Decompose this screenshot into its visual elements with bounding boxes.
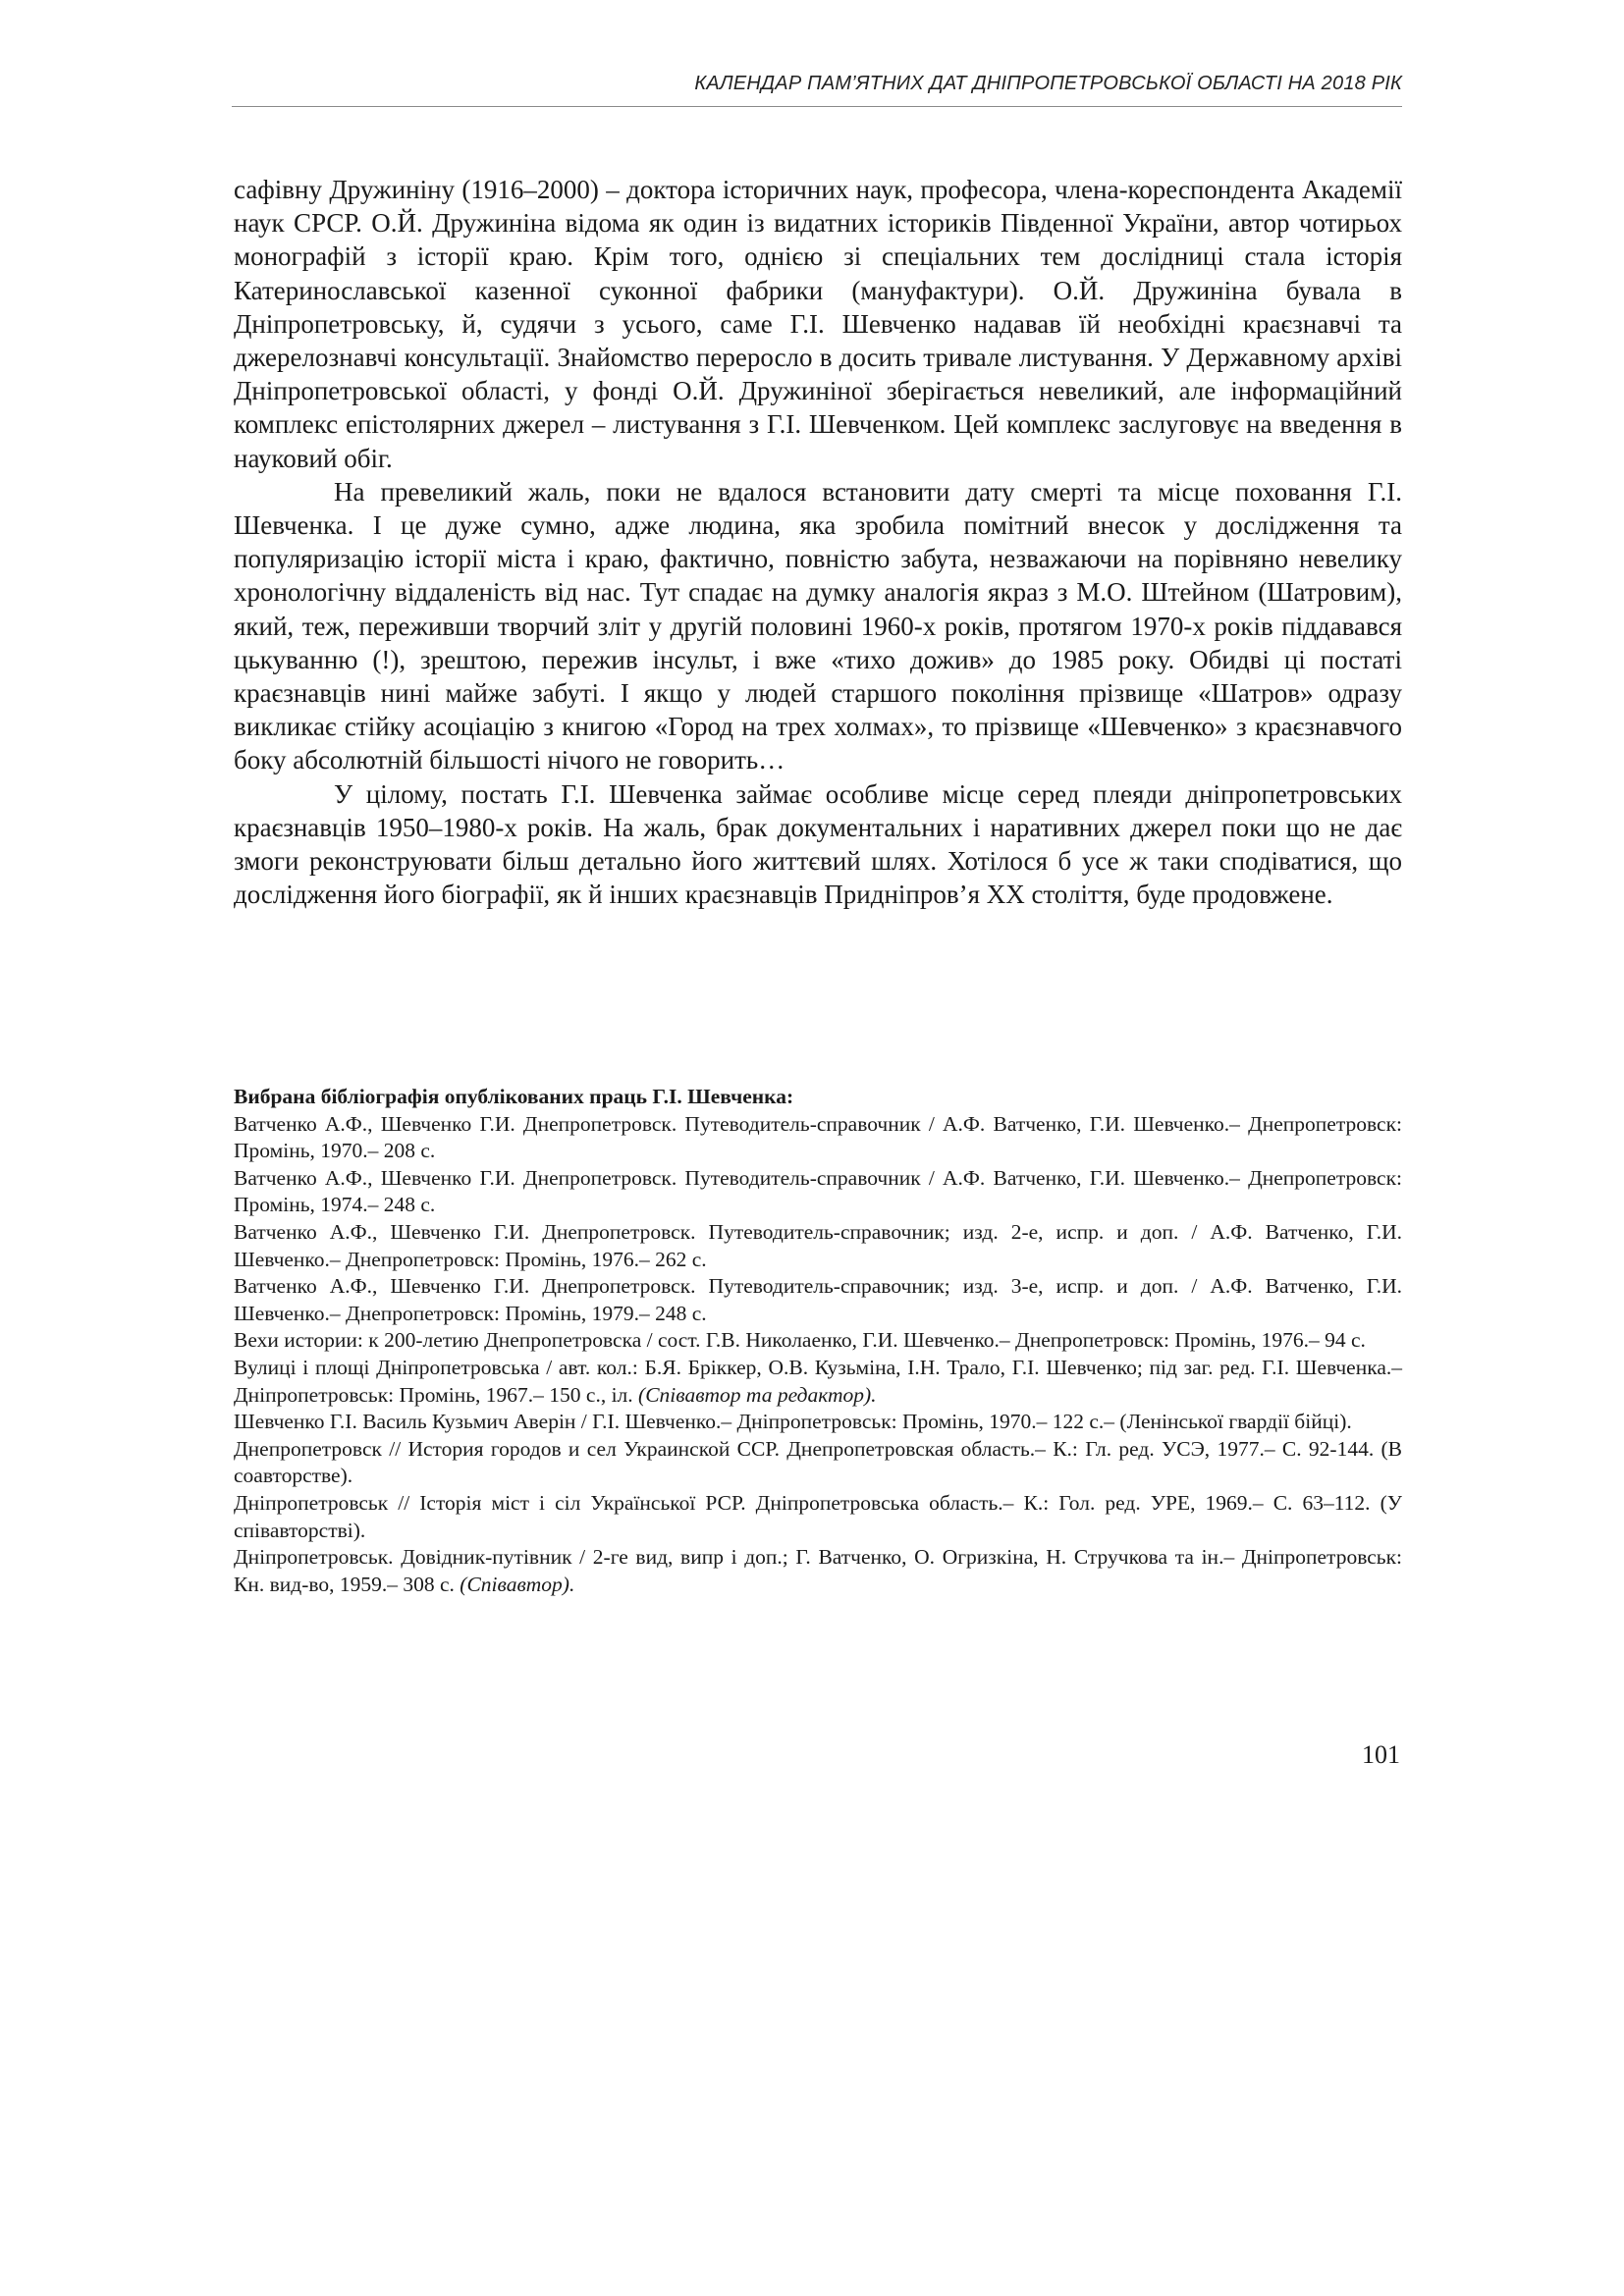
paragraph: У цілому, постать Г.І. Шевченка займає особливе місце серед плеяди дніпропетровських краєзнавців 1950–1980-х років. На жаль, брак документальних і наративних джерел поки що не дає змоги реконструювати більш детально його життєвий шлях. Хотілося б усе ж таки сподіватися, що дослідження його біографії, як й інших краєзнавців Придніпров’я ХХ століття, буде продовжене. bbox=[234, 778, 1402, 910]
paragraph: На превеликий жаль, поки не вдалося встановити дату смерті та місце поховання Г.І. Шевченка. І це дуже сумно, адже людина, яка зробила помітний внесок у дослідження та популяризацію історії міста і краю, фактично, повністю забута, незважаючи на порівняно невелику хронологічну віддаленість від нас. Тут спадає на думку аналогія якраз з М.О. Штейном (Шатровим), який, теж, переживши творчий зліт у другій половині 1960-х років, протягом 1970-х років піддавався цькуванню (!), зрештою, пережив інсульт, і вже «тихо дожив» до 1985 року. Обидві ці постаті краєзнавців нині майже забуті. І якщо у людей старшого покоління прізвище «Шатров» одразу викликає стійку асоціацію з книгою «Город на трех холмах», то прізвище «Шевченко» з краєзнавчого боку абсолютній більшості нічого не говорить… bbox=[234, 476, 1402, 775]
header-rule bbox=[232, 106, 1402, 107]
bibliography-entry bbox=[234, 1327, 1402, 1355]
bibliography-entry bbox=[234, 1355, 1402, 1409]
bibliography-entry bbox=[234, 1111, 1402, 1165]
entry-note: (Співавтор). bbox=[460, 1572, 575, 1596]
bibliography-entry bbox=[234, 1219, 1402, 1273]
bibliography-entry bbox=[234, 1409, 1402, 1436]
bibliography-list bbox=[234, 1111, 1402, 1599]
bibliography-heading: Вибрана бібліографія опублікованих праць Г.І. Шевченка: bbox=[234, 1085, 794, 1108]
bibliography-entry bbox=[234, 1490, 1402, 1544]
entry-text: Дніпропетровськ // Історія міст і сіл Української РСР. Дніпропетровська область.– К.: Гол. ред. УРЕ, 1969.– С. 63–112. (У співавторстві). bbox=[234, 1490, 1402, 1542]
entry-text: Ватченко А.Ф., Шевченко Г.И. Днепропетровск. Путеводитель-справочник / А.Ф. Ватченко, Г.И. Шевченко.– Днепропетровск: Промінь, 1970.– 208 с. bbox=[234, 1111, 1402, 1163]
bibliography-section bbox=[234, 1084, 1402, 1598]
entry-text: Шевченко Г.І. Василь Кузьмич Аверін / Г.І. Шевченко.– Дніпропетровськ: Промінь, 1970.– 122 с.– (Ленінської гвардії бійці). bbox=[234, 1410, 1352, 1434]
entry-text: Вулиці і площі Дніпропетровська / авт. кол.: Б.Я. Бріккер, О.В. Кузьміна, І.Н. Трало, Г.І. Шевченко; під заг. ред. Г.І. Шевченка.– Дніпропетровськ: Промінь, 1967.– 150 с., іл. bbox=[234, 1355, 1402, 1407]
paragraph: сафівну Дружиніну (1916–2000) – доктора історичних наук, професора, члена-кореспондента Академії наук СРСР. О.Й. Дружиніна відома як один із видатних істориків Південної України, автор чотирьох монографій з історії краю. Крім того, однією зі спеціальних тем дослідниці стала історія Катеринославської казенної суконної фабрики (мануфактури). О.Й. Дружиніна бувала в Дніпропетровську, й, судячи з усього, саме Г.І. Шевченко надавав їй необхідні краєзнавчі та джерелознавчі консультації. Знайомство переросло в досить тривале листування. У Державному архіві Дніпропетровської області, у фонді О.Й. Дружиніної зберігається невеликий, але інформаційний комплекс епістолярних джерел – листування з Г.І. Шевченком. Цей комплекс заслуговує на введення в науковий обіг. bbox=[234, 175, 1402, 473]
entry-text: Днепропетровск // История городов и сел Украинской ССР. Днепропетровская область.– К.: Гл. ред. УСЭ, 1977.– С. 92-144. (В соавторстве). bbox=[234, 1436, 1402, 1488]
bibliography-entry bbox=[234, 1436, 1402, 1490]
entry-text: Ватченко А.Ф., Шевченко Г.И. Днепропетровск. Путеводитель-справочник; изд. 3-е, испр. и доп. / А.Ф. Ватченко, Г.И. Шевченко.– Днепропетровск: Промінь, 1979.– 248 с. bbox=[234, 1274, 1402, 1325]
bibliography-entry bbox=[234, 1544, 1402, 1598]
bibliography-entry bbox=[234, 1273, 1402, 1327]
page-number: 101 bbox=[1362, 1740, 1400, 1769]
entry-text: Вехи истории: к 200-летию Днепропетровска / сост. Г.В. Николаенко, Г.И. Шевченко.– Днепропетровск: Промінь, 1976.– 94 с. bbox=[234, 1328, 1366, 1353]
entry-text: Ватченко А.Ф., Шевченко Г.И. Днепропетровск. Путеводитель-справочник; изд. 2-е, испр. и доп. / А.Ф. Ватченко, Г.И. Шевченко.– Днепропетровск: Промінь, 1976.– 262 с. bbox=[234, 1219, 1402, 1271]
entry-text: Ватченко А.Ф., Шевченко Г.И. Днепропетровск. Путеводитель-справочник / А.Ф. Ватченко, Г.И. Шевченко.– Днепропетровск: Промінь, 1974.– 248 с. bbox=[234, 1165, 1402, 1217]
entry-text: Дніпропетровськ. Довідник-путівник / 2-ге вид, випр і доп.; Г. Ватченко, О. Огризкіна, Н. Стручкова та ін.– Дніпропетровськ: Кн. вид-во, 1959.– 308 с. bbox=[234, 1545, 1402, 1596]
running-header: КАЛЕНДАР ПАМ’ЯТНИХ ДАТ ДНІПРОПЕТРОВСЬКОЇ ОБЛАСТІ НА 2018 РІК bbox=[694, 73, 1402, 94]
article-body bbox=[234, 173, 1402, 911]
entry-note: (Співавтор та редактор). bbox=[638, 1382, 877, 1407]
bibliography-entry bbox=[234, 1165, 1402, 1219]
